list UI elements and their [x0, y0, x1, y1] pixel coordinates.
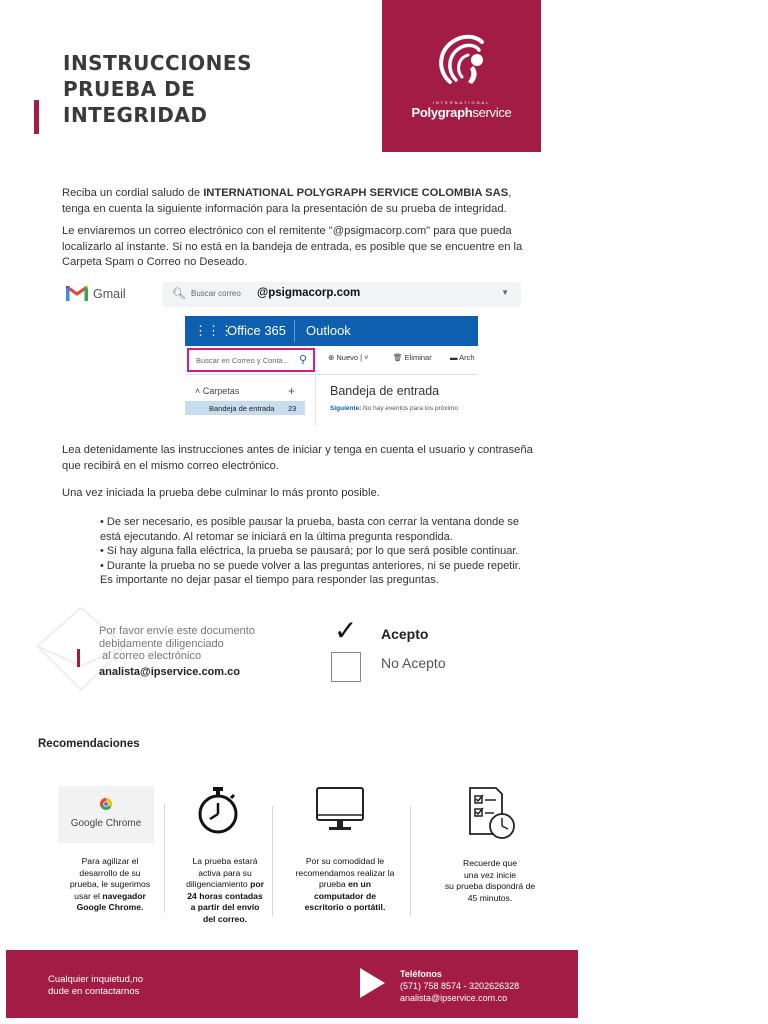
logo-wordmark — [382, 105, 541, 120]
outlook-new-button: ⊕ Nuevo | ˅ — [328, 353, 369, 362]
recommendation-line: diligenciamiento por — [186, 879, 264, 889]
footer-email: analista@ipservice.com.co — [400, 993, 508, 1003]
finish-asap-paragraph: Una vez iniciada la prueba debe culminar lo más pronto posible. — [62, 487, 380, 499]
accept-label: Acepto — [381, 626, 429, 642]
recommendation-line: prueba en un — [318, 879, 372, 889]
reject-checkbox[interactable] — [331, 652, 361, 682]
footer-phones: (571) 758 8574 - 3202626328 — [400, 981, 520, 991]
footer-note-line-2: dude en contactarnos — [48, 986, 140, 997]
outlook-archive-button: ▬ Arch — [450, 353, 475, 362]
recommendation-line: Google Chrome. — [76, 902, 144, 912]
recommendation-line: a partir del envío — [190, 902, 260, 912]
pane-divider — [315, 374, 316, 426]
list-item: • Durante la prueba no se puede volver a las preguntas anteriores, ni se puede repetir. Es importante no dejar pasar el tiempo para responder las preguntas. — [100, 559, 521, 586]
greeting-paragraph — [62, 186, 534, 217]
app-launcher-icon: ⋮⋮⋮ — [194, 323, 233, 338]
footer-contact-note — [48, 974, 143, 998]
recommendation-line: Por su comodidad le — [305, 856, 385, 866]
recommendation-line: computador de — [313, 890, 377, 901]
footer-note-line-1: Cualquier inquietud,no — [48, 974, 144, 985]
recommendation-line: su prueba dispondrá de — [444, 881, 536, 891]
recommendation-line: del correo. — [203, 913, 247, 924]
next-events-label: Siguiente: — [330, 405, 362, 412]
polygraph-logo-icon — [430, 30, 492, 92]
divider — [410, 806, 411, 916]
outlook-top-bar — [185, 316, 478, 346]
footer — [6, 950, 578, 1018]
recommendation-line: Recuerde que — [463, 858, 517, 868]
chevron-down-icon: ▼ — [501, 288, 509, 297]
recommendation-line: activa para su — [198, 867, 252, 878]
recommendation-line: Para agilizar el — [81, 856, 139, 866]
email-notice-paragraph: Le enviaremos un correo electrónico con el remitente "@psigmacorp.com" para que pueda localizarlo al instante. Si no está en la bandeja de entrada, es posible que se encuentre en la Carpeta Spam o Correo no Deseado. — [62, 225, 523, 268]
title-accent-bar — [34, 100, 39, 134]
inbox-heading: Bandeja de entrada — [330, 384, 440, 398]
contact-email: analista@ipservice.com.co — [99, 666, 240, 678]
title-line-2: PRUEBA DE — [63, 77, 196, 101]
send-line-3: al correo electrónico — [99, 650, 202, 662]
send-line-2: debidamente diligenciado — [99, 637, 224, 650]
recommendations-heading: Recomendaciones — [38, 738, 140, 750]
outlook-search-box — [187, 348, 315, 372]
recommendation-line: recomendamos realizar la — [295, 867, 395, 878]
greeting-text-end: , tenga en cuenta la siguiente información para la presentación de su prueba de integridad. — [62, 187, 512, 215]
outlook-delete-button: 🗑 Eliminar — [393, 353, 432, 362]
greeting-text-start: Reciba un cordial saludo de — [62, 187, 204, 199]
recommendation-time-window — [170, 856, 280, 925]
recommendation-line: una vez inicie — [463, 869, 517, 880]
checklist-clock-icon — [466, 784, 516, 840]
recommendation-line: 24 horas contadas — [187, 890, 263, 901]
gmail-brand: Gmail — [93, 287, 126, 301]
instructions-list — [100, 515, 534, 588]
outlook-label: Outlook — [306, 323, 351, 338]
instructions-paragraph: Lea detenidamente las instrucciones antes de iniciar y tenga en cuenta el usuario y contraseña que recibirá en el mismo correo electrónico. — [62, 444, 533, 472]
gmail-icon — [66, 284, 88, 302]
chrome-card — [58, 786, 154, 843]
search-icon: ⚲ — [299, 354, 308, 366]
divider — [164, 803, 165, 913]
reject-label: No Acepto — [381, 655, 446, 671]
stopwatch-icon — [196, 786, 240, 834]
logo-wordmark-bold: Polygraph — [411, 105, 473, 120]
recommendation-line: prueba, le sugerimos — [69, 879, 151, 889]
recommendation-line: escritorio o portátil. — [304, 902, 386, 912]
chrome-label: Google Chrome — [70, 818, 142, 829]
gmail-search-value: @psigmacorp.com — [257, 287, 361, 299]
recommendation-line: 45 minutos. — [467, 892, 513, 903]
recommendation-line: desarrollo de su — [79, 867, 141, 878]
list-item: • De ser necesario, es posible pausar la prueba, basta con cerrar la ventana donde se está ejecutando. Al retomar se iniciará en la última pregunta respondida. — [100, 516, 520, 543]
page-title — [63, 50, 252, 128]
checkmark-icon: ✓ — [334, 615, 358, 646]
inbox-folder-label: Bandeja de entrada — [209, 404, 275, 413]
recommendation-device — [290, 856, 400, 914]
footer-phones-title: Teléfonos — [400, 969, 442, 979]
monitor-icon — [315, 786, 365, 834]
outlook-screenshot — [185, 316, 478, 426]
list-item: • Si hay alguna falla eléctrica, la prueba se pausará; por lo que será posible continuar. — [100, 545, 519, 557]
outlook-search-placeholder: Buscar en Correo y Conta... — [196, 356, 289, 365]
logo-wordmark-light: service — [472, 105, 512, 120]
company-name: INTERNATIONAL POLYGRAPH SERVICE COLOMBIA SAS — [203, 187, 509, 199]
toolbar-divider — [185, 374, 478, 375]
title-line-1: INSTRUCCIONES — [63, 51, 252, 75]
office365-label: Office 365 — [227, 323, 287, 338]
gmail-search-placeholder: Buscar correo — [191, 289, 241, 298]
add-folder-icon: + — [288, 384, 296, 398]
company-logo — [382, 0, 541, 152]
search-icon: 🔍︎ — [172, 288, 186, 300]
recommendation-browser — [60, 856, 160, 914]
recommendation-duration — [430, 858, 550, 904]
logo-subtitle: INTERNATIONAL — [432, 100, 491, 105]
title-line-3: INTEGRIDAD — [63, 103, 208, 127]
next-events-text: No hay eventos para los próximo — [363, 405, 459, 412]
recommendation-line: usar el navegador — [74, 890, 146, 901]
gmail-search-bar — [162, 282, 521, 307]
send-accent-bar — [77, 649, 80, 667]
recommendation-line: La prueba estará — [192, 856, 258, 866]
send-document-instructions — [99, 625, 255, 663]
accept-checkbox[interactable] — [331, 615, 361, 649]
top-bar-divider — [294, 320, 295, 342]
inbox-count: 23 — [288, 404, 297, 413]
play-arrow-icon — [360, 968, 385, 998]
folders-header: ˄ Carpetas — [195, 386, 240, 396]
send-line-1: Por favor envíe este documento — [99, 625, 255, 637]
chrome-icon — [100, 798, 112, 810]
